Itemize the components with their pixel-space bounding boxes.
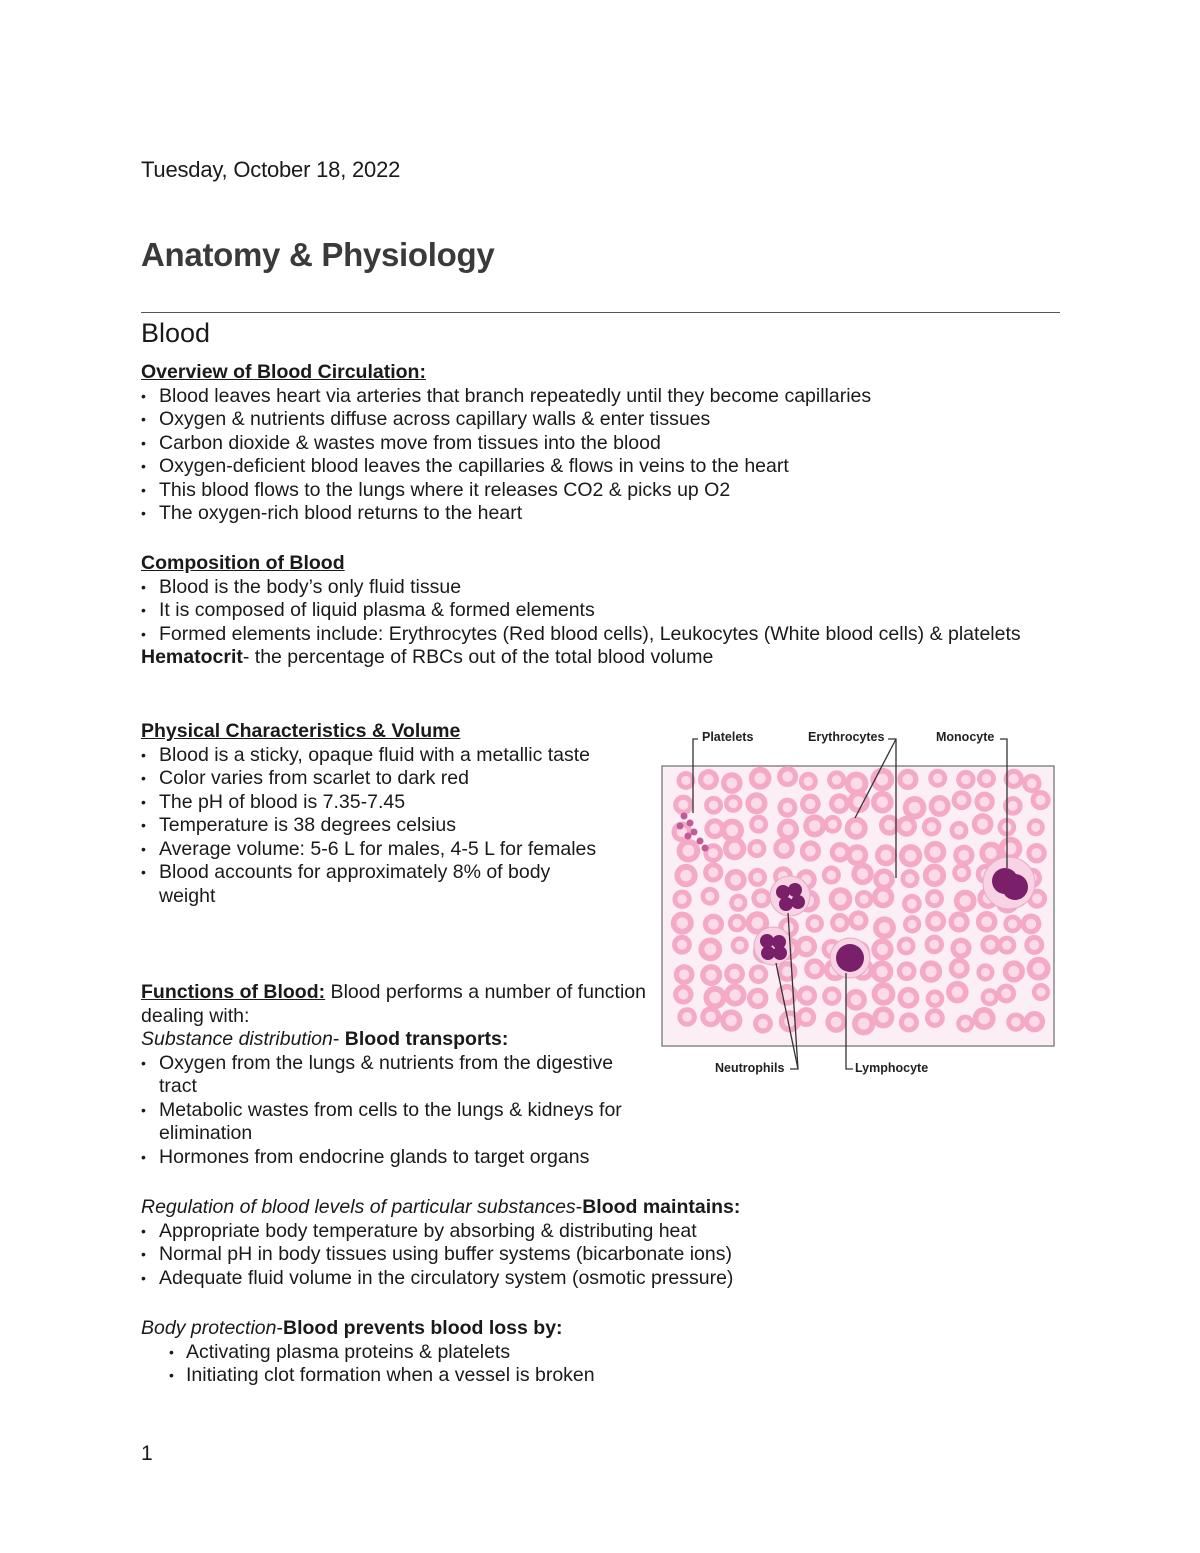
erythrocyte-center (957, 795, 967, 805)
erythrocyte-center (729, 969, 739, 979)
erythrocyte-center (954, 963, 964, 973)
erythrocyte-center (726, 778, 737, 789)
list-item: • Normal pH in body tissues using buffer systems (bicarbonate ions) (141, 1243, 1061, 1267)
list-item: • Blood accounts for approximately 8% of body weight (141, 861, 611, 908)
erythrocyte-center (677, 894, 687, 904)
erythrocyte-center (753, 873, 763, 883)
neutrophil-cell (754, 927, 792, 965)
erythrocyte-center (1029, 1016, 1040, 1027)
erythrocyte-center (801, 941, 812, 952)
list-item: • Activating plasma proteins & platelets (141, 1341, 1061, 1365)
erythrocyte-center (959, 850, 970, 861)
erythrocyte-center (752, 917, 764, 929)
composition-list (141, 576, 1041, 647)
composition-section (141, 552, 1041, 670)
erythrocyte-center (1036, 795, 1046, 805)
erythrocyte-center (907, 899, 917, 909)
erythrocyte-center (934, 801, 945, 812)
erythrocyte-center (981, 916, 992, 927)
erythrocyte-center (832, 775, 842, 785)
erythrocyte-center (884, 820, 894, 830)
erythrocyte-center (682, 1012, 692, 1022)
erythrocyte-center (732, 918, 741, 927)
erythrocyte-center (982, 774, 991, 783)
erythrocyte-center (805, 846, 816, 857)
erythrocyte-center (682, 845, 694, 857)
erythrocyte-center (1032, 894, 1042, 904)
erythrocyte-center (930, 1013, 940, 1023)
erythrocyte-center (853, 915, 863, 925)
erythrocyte-center (710, 823, 720, 833)
physical-heading: Physical Characteristics & Volume (141, 720, 461, 742)
list-item: • Oxygen from the lungs & nutrients from the digestive tract (141, 1052, 651, 1099)
hematocrit-text: - the percentage of RBCs out of the total blood volume (242, 646, 714, 668)
erythrocyte-center (835, 847, 845, 857)
erythrocyte-center (1002, 940, 1011, 949)
blood-smear-figure (660, 728, 1056, 1080)
erythrocyte-center (835, 918, 845, 928)
list-item: • Average volume: 5-6 L for males, 4-5 L for females (141, 838, 611, 862)
platelet (687, 820, 694, 827)
lymphocyte-label: Lymphocyte (855, 1061, 929, 1075)
erythrocyte-center (956, 943, 967, 954)
erythrocyte-center (904, 1017, 914, 1027)
erythrocyte-center (678, 800, 688, 810)
erythrocytes-label: Erythrocytes (808, 730, 885, 744)
erythrocyte-center (1033, 963, 1045, 975)
erythrocyte-center (726, 825, 738, 837)
erythrocyte-center (879, 874, 890, 885)
erythrocyte-center (905, 874, 915, 884)
erythrocyte-center (981, 968, 990, 977)
erythrocyte-center (850, 823, 861, 834)
erythrocyte-center (680, 870, 692, 882)
erythrocyte-center (783, 824, 794, 835)
erythrocyte-center (930, 846, 941, 857)
distribution-bold: Blood transports: (344, 1028, 509, 1050)
erythrocyte-center (782, 771, 792, 781)
erythrocyte-center (706, 970, 717, 981)
erythrocyte-center (985, 940, 995, 950)
erythrocyte-center (681, 776, 690, 785)
list-item: • Metabolic wastes from cells to the lungs & kidneys for elimination (141, 1099, 651, 1146)
list-item: • Color varies from scarlet to dark red (141, 767, 611, 791)
erythrocyte-center (978, 1013, 989, 1024)
erythrocyte-center (954, 826, 963, 835)
nucleus-lobe (761, 946, 775, 960)
list-item: • Blood leaves heart via arteries that branch repeatedly until they become capillaries (141, 385, 1061, 409)
list-item: • Appropriate body temperature by absorbing & distributing heat (141, 1220, 1061, 1244)
erythrocyte-center (1008, 801, 1018, 811)
erythrocyte-center (827, 870, 837, 880)
erythrocyte-center (880, 850, 891, 861)
erythrocyte-center (879, 922, 890, 933)
erythrocyte-center (678, 989, 688, 999)
erythrocyte-center (985, 847, 996, 858)
platelet (681, 813, 688, 820)
erythrocyte-center (1031, 823, 1040, 832)
erythrocyte-center (834, 798, 844, 808)
physical-section (141, 720, 611, 908)
erythrocyte-center (1008, 966, 1019, 977)
list-item: • Hormones from endocrine glands to target organs (141, 1146, 651, 1170)
erythrocyte-center (878, 1012, 889, 1023)
regulation-sep: - (575, 1196, 583, 1218)
monocyte-label: Monocyte (936, 730, 995, 744)
platelet (685, 833, 692, 840)
nucleus-lobe (791, 895, 805, 909)
nucleus-lobe (779, 897, 793, 911)
erythrocyte-center (858, 1018, 870, 1030)
nucleus-lobe (760, 934, 774, 948)
platelet (702, 845, 709, 852)
erythrocyte-center (729, 989, 740, 1000)
page-number: 1 (141, 1442, 153, 1465)
erythrocyte-center (730, 874, 741, 885)
overview-section (141, 361, 1061, 526)
erythrocyte-center (878, 988, 890, 1000)
composition-heading: Composition of Blood (141, 552, 345, 574)
erythrocyte-center (1004, 843, 1016, 855)
erythrocyte-center (985, 993, 994, 1002)
distribution-label: Substance distribution (141, 1028, 333, 1050)
erythrocyte-center (1029, 940, 1039, 950)
erythrocyte-center (804, 777, 813, 786)
erythrocyte-center (961, 775, 971, 785)
erythrocyte-center (752, 844, 762, 854)
distribution-list (141, 1052, 651, 1170)
erythrocyte-center (1011, 1017, 1021, 1027)
erythrocyte-center (876, 774, 888, 786)
erythrocyte-center (933, 773, 943, 783)
erythrocyte-center (925, 966, 936, 977)
hematocrit-term: Hematocrit (141, 646, 243, 668)
erythrocyte-center (961, 1019, 970, 1028)
erythrocyte-center (929, 940, 939, 950)
erythrocyte-center (754, 773, 765, 784)
erythrocyte-center (805, 799, 815, 809)
document-date: Tuesday, October 18, 2022 (141, 157, 401, 182)
erythrocyte-center (835, 893, 847, 905)
erythrocyte-center (828, 820, 837, 829)
protection-bold: Blood prevents blood loss by: (283, 1317, 563, 1339)
title-divider (141, 312, 1060, 313)
nucleus-lobe (1002, 874, 1028, 900)
erythrocyte-center (957, 868, 966, 877)
list-item: • The oxygen-rich blood returns to the heart (141, 502, 1061, 526)
erythrocyte-center (726, 1015, 737, 1026)
erythrocyte-center (809, 964, 819, 974)
erythrocyte-center (703, 774, 714, 785)
erythrocyte-center (877, 944, 888, 955)
erythrocyte-center (779, 843, 790, 854)
erythrocyte-center (1008, 919, 1017, 928)
erythrocyte-center (708, 848, 718, 858)
protection-section (141, 1317, 1061, 1388)
erythrocyte-center (930, 894, 939, 903)
protection-label: Body protection (141, 1317, 277, 1339)
nucleus-lobe (776, 885, 790, 899)
platelet (691, 829, 698, 836)
list-item: • Initiating clot formation when a vessel is broken (141, 1364, 1061, 1388)
erythrocyte-center (784, 1016, 795, 1027)
overview-heading: Overview of Blood Circulation: (141, 361, 426, 383)
erythrocyte-center (708, 919, 719, 930)
erythrocyte-center (802, 991, 812, 1001)
erythrocyte-center (901, 941, 910, 950)
erythrocyte-center (676, 917, 687, 928)
erythrocyte-center (801, 1012, 811, 1022)
functions-intro (141, 981, 651, 1028)
list-item: • Formed elements include: Erythrocytes (Red blood cells), Leukocytes (White blood cells) & platelets (141, 623, 1041, 647)
erythrocyte-center (905, 850, 917, 862)
list-item: • It is composed of liquid plasma & formed elements (141, 599, 1041, 623)
erythrocyte-center (708, 867, 718, 877)
erythrocyte-center (1027, 779, 1037, 789)
erythrocyte-center (751, 798, 762, 809)
erythrocyte-center (903, 774, 914, 785)
physical-list (141, 744, 611, 909)
regulation-heading (141, 1196, 1061, 1220)
erythrocyte-center (878, 891, 889, 902)
regulation-list (141, 1220, 1061, 1291)
erythrocyte-center (851, 778, 863, 790)
erythrocyte-center (752, 993, 763, 1004)
neutrophil-cell (770, 876, 810, 916)
functions-heading: Functions of Blood: (141, 981, 326, 1003)
nucleus-lobe (836, 944, 864, 972)
erythrocyte-center (810, 919, 819, 928)
erythrocyte-center (853, 796, 864, 807)
distribution-heading (141, 1028, 651, 1052)
erythrocyte-center (1009, 774, 1019, 784)
erythrocyte-center (831, 1017, 842, 1028)
erythrocyte-center (857, 868, 868, 879)
list-item: • The pH of blood is 7.35-7.45 (141, 791, 611, 815)
erythrocyte-center (979, 797, 989, 807)
list-item: • Oxygen & nutrients diffuse across capillary walls & enter tissues (141, 408, 1061, 432)
erythrocyte-center (1036, 988, 1045, 997)
erythrocyte-center (705, 1011, 715, 1021)
erythrocyte-center (877, 797, 888, 808)
section-title: Blood (141, 318, 211, 348)
erythrocyte-center (734, 898, 743, 907)
erythrocyte-center (903, 992, 914, 1003)
erythrocyte-center (756, 893, 766, 903)
erythrocyte-center (709, 992, 721, 1004)
erythrocyte-center (1026, 919, 1036, 929)
page-title: Anatomy & Physiology (141, 236, 495, 273)
protection-list (141, 1341, 1061, 1388)
erythrocyte-center (1001, 989, 1011, 999)
nucleus-lobe (788, 883, 802, 897)
platelet (697, 838, 704, 845)
erythrocyte-center (901, 821, 911, 831)
list-item: • Temperature is 38 degrees celsius (141, 814, 611, 838)
erythrocyte-center (704, 943, 716, 955)
list-item: • Blood is a sticky, opaque fluid with a metallic taste (141, 744, 611, 768)
list-item: • Oxygen-deficient blood leaves the capillaries & flows in veins to the heart (141, 455, 1061, 479)
erythrocyte-center (954, 917, 965, 928)
distribution-sep: - (332, 1028, 345, 1050)
erythrocyte-center (709, 801, 718, 810)
erythrocyte-center (876, 966, 887, 977)
protection-sep: - (276, 1317, 284, 1339)
erythrocyte-center (902, 966, 912, 976)
erythrocyte-center (929, 869, 941, 881)
erythrocyte-center (705, 892, 714, 901)
erythrocyte-center (782, 803, 792, 813)
erythrocyte-center (859, 895, 868, 904)
functions-section (141, 981, 651, 1169)
erythrocyte-center (852, 850, 863, 861)
overview-list (141, 385, 1061, 526)
nucleus-lobe (773, 946, 787, 960)
erythrocyte-center (909, 802, 921, 814)
functions-intro-text: Blood performs a number of function dealing with: (141, 981, 646, 1027)
erythrocyte-center (754, 969, 764, 979)
erythrocyte-center (977, 819, 988, 830)
neutrophils-label: Neutrophils (715, 1061, 785, 1075)
erythrocyte-center (735, 941, 744, 950)
blood-smear-illustration (660, 728, 1056, 1080)
erythrocyte-center (729, 799, 738, 808)
hematocrit-definition (141, 646, 1041, 670)
erythrocyte-center (758, 1019, 768, 1029)
erythrocyte-center (809, 820, 820, 831)
erythrocyte-center (729, 843, 741, 855)
platelet (677, 823, 684, 830)
erythrocyte-center (827, 991, 837, 1001)
erythrocyte-center (754, 819, 763, 828)
erythrocyte-center (782, 966, 792, 976)
list-item: • Adequate fluid volume in the circulatory system (osmotic pressure) (141, 1267, 1061, 1291)
erythrocyte-center (930, 916, 940, 926)
platelets-label: Platelets (702, 730, 754, 744)
erythrocyte-center (927, 822, 937, 832)
regulation-section (141, 1196, 1061, 1290)
erythrocyte-center (908, 920, 917, 929)
erythrocyte-center (679, 969, 689, 979)
erythrocyte-center (851, 994, 862, 1005)
erythrocyte-center (1031, 848, 1041, 858)
list-item: • Carbon dioxide & wastes move from tissues into the blood (141, 432, 1061, 456)
erythrocyte-center (952, 986, 963, 997)
list-item: • Blood is the body’s only fluid tissue (141, 576, 1041, 600)
erythrocyte-center (960, 895, 971, 906)
list-item: • This blood flows to the lungs where it releases CO2 & picks up O2 (141, 479, 1061, 503)
regulation-bold: Blood maintains: (582, 1196, 741, 1218)
protection-heading (141, 1317, 1061, 1341)
erythrocyte-center (930, 994, 939, 1003)
regulation-label: Regulation of blood levels of particular substances (141, 1196, 576, 1218)
erythrocyte-center (677, 940, 687, 950)
